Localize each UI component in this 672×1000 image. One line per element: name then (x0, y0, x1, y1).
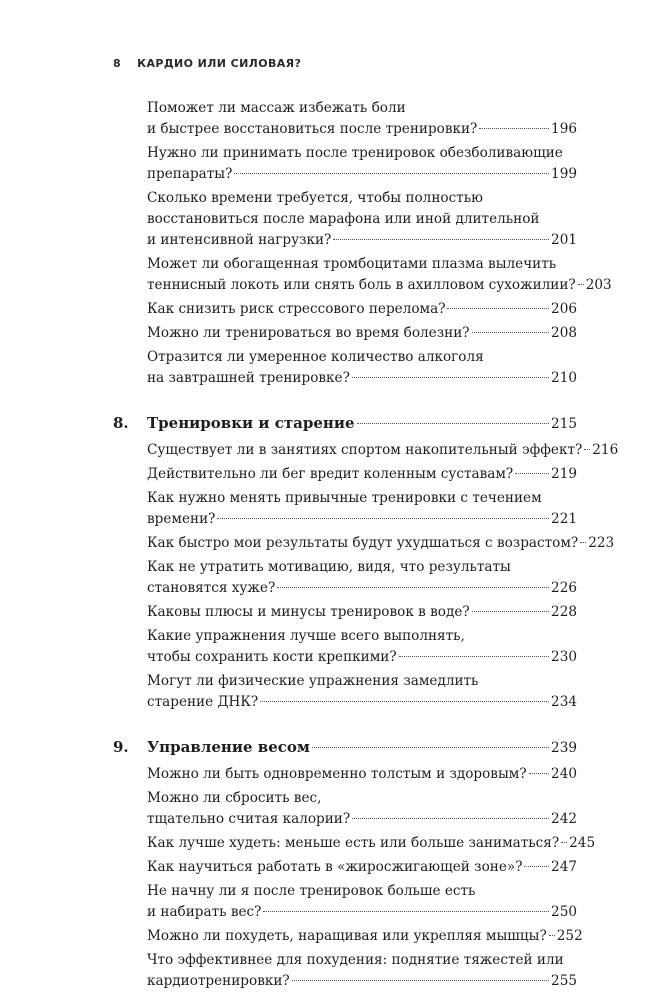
leader-dots (472, 611, 549, 612)
entry-line: Можно ли похудеть, наращивая или укрепляя мышцы? (147, 928, 547, 944)
entry-line: чтобы сохранить кости крепкими? (147, 649, 397, 665)
page-ref: 215 (551, 416, 577, 432)
page-ref: 223 (588, 535, 615, 551)
entry-line: и набирать вес? (147, 904, 262, 920)
toc-entry (147, 857, 577, 878)
entry-line: Каковы плюсы и минусы тренировок в воде? (147, 604, 470, 620)
page-ref: 203 (585, 277, 612, 293)
entry-line: Отразится ли умеренное количество алкоголя (147, 349, 484, 365)
page-ref: 230 (551, 649, 577, 665)
entry-line: Поможет ли массаж избежать боли (147, 100, 406, 116)
page-ref: 221 (551, 511, 577, 527)
page-ref: 201 (551, 232, 577, 248)
leader-dots (549, 935, 555, 936)
leader-dots (561, 842, 567, 843)
entry-line: теннисный локоть или снять боль в ахилловом сухожилии? (147, 277, 576, 293)
page-ref: 196 (551, 121, 577, 137)
running-title: КАРДИО ИЛИ СИЛОВАЯ? (137, 57, 302, 70)
toc-entry (147, 764, 577, 785)
toc-entry (147, 440, 619, 461)
page-ref: 226 (551, 580, 577, 596)
leader-dots (277, 587, 549, 588)
leader-dots (515, 473, 549, 474)
page-ref: 247 (551, 859, 577, 875)
leader-dots (479, 128, 549, 129)
page-ref: 245 (569, 835, 596, 851)
toc-entry (147, 950, 577, 992)
toc-entry (147, 881, 577, 923)
page-ref: 255 (551, 973, 577, 989)
toc-entry (147, 926, 583, 947)
toc-entry (147, 143, 577, 185)
entry-line: Не начну ли я после тренировок больше есть (147, 883, 476, 899)
entry-line: Могут ли физические упражнения замедлить (147, 673, 479, 689)
toc-entry (147, 464, 577, 485)
leader-dots (584, 449, 590, 450)
entry-line: тщательно считая калории? (147, 811, 351, 827)
page-ref: 199 (551, 166, 577, 182)
toc-entry (147, 671, 577, 713)
entry-line: и интенсивной нагрузки? (147, 232, 332, 248)
leader-dots (217, 518, 549, 519)
toc-entry (147, 347, 577, 389)
entry-line: препараты? (147, 166, 233, 182)
entry-line: Можно ли быть одновременно толстым и здоровым? (147, 766, 527, 782)
chapter-title: Управление весом (147, 738, 310, 756)
leader-dots (352, 818, 549, 819)
entry-line: Существует ли в занятиях спортом накопительный эффект? (147, 442, 583, 458)
entry-line: времени? (147, 511, 216, 527)
page-ref: 252 (556, 928, 583, 944)
leader-dots (578, 284, 584, 285)
toc-chapter (113, 738, 577, 756)
page-ref: 234 (551, 694, 577, 710)
chapter-number: 9. (113, 738, 129, 756)
entry-line: Как лучше худеть: меньше есть или больше заниматься? (147, 835, 560, 851)
entry-line: Как не утратить мотивацию, видя, что результаты (147, 559, 511, 575)
entry-line: на завтрашней тренировке? (147, 370, 350, 386)
entry-line: Как научиться работать в «жиросжигающей зоне»? (147, 859, 523, 875)
toc-entry (147, 254, 612, 296)
leader-dots (263, 911, 549, 912)
entry-line: восстановиться после марафона или иной длительной (147, 211, 540, 227)
entry-line: Можно ли тренироваться во время болезни? (147, 325, 470, 341)
page-ref: 210 (551, 370, 577, 386)
entry-line: старение ДНК? (147, 694, 259, 710)
page-ref: 216 (592, 442, 619, 458)
entry-line: Что эффективнее для похудения: поднятие тяжестей или (147, 952, 564, 968)
leader-dots (234, 173, 549, 174)
toc-entry (147, 602, 577, 623)
running-header (113, 57, 301, 70)
leader-dots (447, 308, 549, 309)
toc-entry (147, 188, 577, 251)
entry-line: становятся хуже? (147, 580, 276, 596)
page-ref: 250 (551, 904, 577, 920)
entry-line: Можно ли сбросить вес, (147, 790, 322, 806)
leader-dots (399, 656, 549, 657)
chapter-title: Тренировки и старение (147, 414, 355, 432)
leader-dots (529, 773, 549, 774)
toc-entry (147, 626, 577, 668)
toc-entry (147, 788, 577, 830)
chapter-number: 8. (113, 414, 129, 432)
page-number: 8 (113, 57, 122, 70)
entry-line: Как снизить риск стрессового перелома? (147, 301, 446, 317)
entry-line: Какие упражнения лучше всего выполнять, (147, 628, 465, 644)
leader-dots (260, 701, 549, 702)
leader-dots (333, 239, 549, 240)
page-ref: 219 (551, 466, 577, 482)
entry-line: Может ли обогащенная тромбоцитами плазма вылечить (147, 256, 557, 272)
leader-dots (312, 747, 549, 748)
entry-line: Сколько времени требуется, чтобы полностью (147, 190, 483, 206)
page-ref: 240 (551, 766, 577, 782)
leader-dots (357, 423, 549, 424)
toc-entry (147, 488, 577, 530)
page-ref: 242 (551, 811, 577, 827)
leader-dots (524, 866, 549, 867)
entry-line: Как нужно менять привычные тренировки с течением (147, 490, 542, 506)
page-ref: 239 (551, 740, 577, 756)
page-ref: 228 (551, 604, 577, 620)
entry-line: Как быстро мои результаты будут ухудшаться с возрастом? (147, 535, 579, 551)
toc-entry (147, 833, 596, 854)
page-ref: 208 (551, 325, 577, 341)
entry-line: Нужно ли принимать после тренировок обезболивающие (147, 145, 563, 161)
leader-dots (292, 980, 549, 981)
toc-chapter (113, 414, 577, 432)
toc-entry (147, 98, 577, 140)
page-ref: 206 (551, 301, 577, 317)
toc-entry (147, 557, 577, 599)
toc-entry (147, 299, 577, 320)
entry-line: кардиотренировки? (147, 973, 290, 989)
toc-entry (147, 323, 577, 344)
leader-dots (352, 377, 549, 378)
entry-line: и быстрее восстановиться после тренировки? (147, 121, 478, 137)
toc-entry (147, 533, 615, 554)
leader-dots (472, 332, 549, 333)
leader-dots (580, 542, 586, 543)
entry-line: Действительно ли бег вредит коленным суставам? (147, 466, 514, 482)
